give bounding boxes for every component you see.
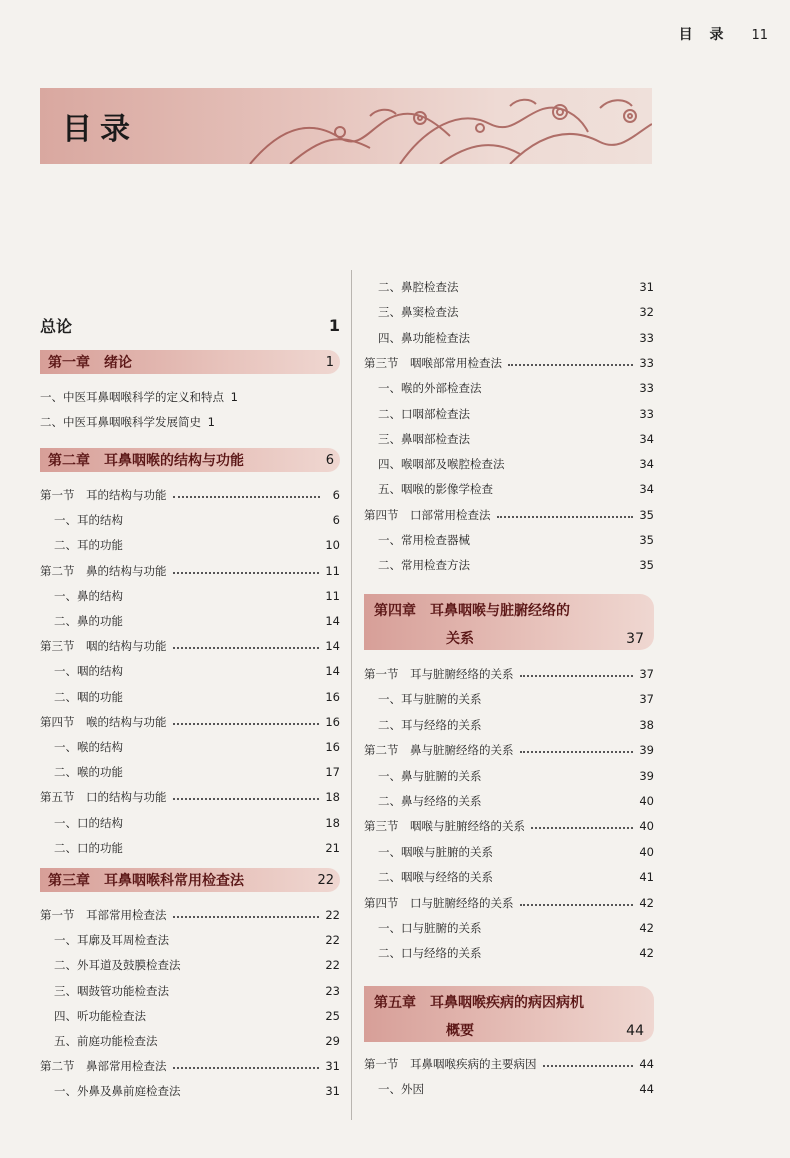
dot-leader (173, 798, 320, 800)
toc-entry[interactable] (40, 739, 340, 755)
toc-entry[interactable] (364, 945, 654, 961)
entry-page: 33 (639, 381, 654, 396)
entry-title: 二、鼻与经络的关系 (378, 794, 482, 808)
entry-title: 一、外因 (378, 1082, 424, 1096)
toc-entry[interactable] (364, 481, 654, 497)
entry-title: 一、咽喉与脏腑的关系 (378, 844, 493, 859)
entry-page: 34 (639, 482, 654, 497)
toc-entry[interactable] (40, 689, 340, 705)
toc-section[interactable] (40, 789, 340, 805)
entry-page: 14 (325, 639, 340, 654)
toc-part-general[interactable] (40, 314, 340, 337)
dot-leader (543, 1065, 634, 1067)
entry-title: 五、前庭功能检查法 (54, 1034, 158, 1048)
entry-title: 一、鼻的结构 (54, 588, 123, 603)
entry-page: 44 (639, 1057, 654, 1071)
contents-title: 目录 (62, 112, 138, 147)
entry-page: 6 (332, 488, 340, 502)
entry-page: 11 (325, 588, 340, 603)
entry-page: 18 (325, 790, 340, 805)
entry-title: 第二节 鼻的结构与功能 (40, 563, 167, 578)
dot-leader (520, 675, 634, 677)
dot-leader (531, 827, 633, 829)
toc-entry[interactable] (40, 1008, 340, 1024)
toc-entry[interactable] (364, 406, 654, 422)
entry-title: 二、咽喉与经络的关系 (378, 870, 493, 885)
entry-page: 22 (325, 933, 340, 948)
chapter-label: 第一章 绪论 (48, 355, 132, 371)
toc-section[interactable] (364, 507, 654, 523)
entry-page: 25 (325, 1008, 340, 1023)
entry-page: 10 (325, 538, 340, 553)
dot-leader (173, 496, 321, 498)
toc-entry[interactable] (364, 431, 654, 447)
chapter-label: 第二章 耳鼻咽喉的结构与功能 (48, 453, 244, 469)
entry-title: 三、鼻咽部检查法 (378, 431, 470, 446)
toc-section[interactable] (40, 563, 340, 579)
chapter-page: 6 (325, 452, 334, 468)
entry-title: 第二节 鼻部常用检查法 (40, 1059, 167, 1074)
entry-title: 一、口的结构 (54, 815, 123, 830)
toc-entry[interactable] (40, 983, 340, 999)
toc-section[interactable] (40, 638, 340, 654)
entry-title: 二、口与经络的关系 (378, 946, 482, 961)
entry-title: 二、鼻腔检查法 (378, 280, 459, 294)
toc-section[interactable] (40, 907, 340, 923)
part-title: 总论 (40, 317, 73, 336)
entry-page: 16 (325, 689, 340, 704)
chapter-label-line1: 第四章 耳鼻咽喉与脏腑经络的 (374, 603, 570, 619)
chapter-page: 37 (626, 631, 644, 647)
dot-leader (173, 723, 320, 725)
entry-title: 一、喉的外部检查法 (378, 381, 482, 396)
dot-leader (520, 904, 634, 906)
chapter-page: 22 (317, 872, 334, 888)
toc-entry[interactable] (364, 869, 654, 885)
entry-title: 第四节 口与脏腑经络的关系 (364, 895, 514, 910)
entry-page: 29 (325, 1034, 340, 1048)
entry-title: 四、喉咽部及喉腔检查法 (378, 457, 505, 472)
entry-page: 33 (639, 355, 654, 370)
entry-page: 22 (325, 958, 340, 973)
dot-leader (497, 516, 634, 518)
chapter-label-line2: 概要 (446, 1023, 474, 1039)
toc-entry[interactable] (364, 1081, 654, 1097)
entry-page: 16 (325, 740, 340, 754)
toc-entry[interactable] (40, 840, 340, 856)
dot-leader (508, 364, 633, 366)
entry-title: 四、鼻功能检查法 (378, 330, 470, 345)
toc-entry[interactable] (364, 793, 654, 809)
entry-title: 一、中医耳鼻咽喉科学的定义和特点 (40, 390, 224, 404)
entry-page: 37 (639, 667, 654, 681)
entry-page: 11 (325, 563, 340, 578)
entry-title: 第四节 喉的结构与功能 (40, 714, 167, 729)
toc-section[interactable] (40, 487, 340, 503)
entry-page: 35 (639, 558, 654, 573)
dot-leader (173, 1067, 320, 1069)
toc-entry[interactable] (40, 663, 340, 679)
entry-page: 34 (639, 457, 654, 472)
toc-section[interactable] (364, 742, 654, 758)
toc-entry[interactable] (364, 456, 654, 472)
toc-entry[interactable] (40, 815, 340, 831)
toc-section[interactable] (40, 1058, 340, 1074)
toc-entry[interactable] (40, 537, 340, 553)
toc-chapter-2[interactable] (40, 448, 340, 472)
running-head (679, 24, 768, 44)
entry-page: 39 (639, 743, 654, 758)
entry-title: 一、耳与脏腑的关系 (378, 692, 482, 707)
contents-banner (40, 88, 652, 164)
entry-page: 40 (639, 844, 654, 859)
toc-entry[interactable] (364, 844, 654, 860)
entry-page: 31 (325, 1059, 340, 1074)
entry-title: 二、咽的功能 (54, 689, 123, 704)
toc-entry[interactable] (364, 691, 654, 707)
entry-title: 第一节 耳鼻咽喉疾病的主要病因 (364, 1057, 537, 1071)
entry-page: 38 (639, 717, 654, 732)
entry-title: 二、耳的功能 (54, 538, 123, 553)
entry-title: 第一节 耳部常用检查法 (40, 908, 167, 922)
toc-section[interactable] (40, 389, 340, 405)
toc-entry[interactable] (364, 532, 654, 548)
toc-section[interactable] (364, 1056, 654, 1072)
toc-entry[interactable] (364, 330, 654, 346)
entry-title: 三、鼻窦检查法 (378, 305, 459, 320)
entry-title: 第二节 鼻与脏腑经络的关系 (364, 743, 514, 758)
toc-chapter-3[interactable] (40, 868, 340, 892)
toc-entry[interactable] (40, 957, 340, 973)
entry-page: 33 (639, 330, 654, 345)
entry-title: 二、鼻的功能 (54, 614, 123, 628)
entry-title: 一、外鼻及鼻前庭检查法 (54, 1084, 181, 1099)
entry-page: 32 (639, 305, 654, 320)
entry-title: 二、耳与经络的关系 (378, 717, 482, 732)
chapter-label: 第三章 耳鼻咽喉科常用检查法 (48, 873, 244, 889)
entry-page: 1 (230, 390, 238, 404)
chapter-label-line1: 第五章 耳鼻咽喉疾病的病因病机 (374, 995, 584, 1011)
entry-title: 二、外耳道及鼓膜检查法 (54, 958, 181, 973)
toc-entry[interactable] (364, 768, 654, 784)
entry-page: 40 (639, 794, 654, 808)
entry-page: 37 (639, 692, 654, 707)
entry-title: 二、常用检查方法 (378, 558, 470, 573)
entry-title: 三、咽鼓管功能检查法 (54, 983, 169, 998)
toc-section[interactable] (364, 895, 654, 911)
entry-page: 35 (639, 507, 654, 522)
entry-title: 第三节 咽喉与脏腑经络的关系 (364, 819, 525, 834)
dot-leader (173, 916, 320, 918)
entry-page: 22 (325, 908, 340, 922)
entry-page: 21 (325, 840, 340, 855)
entry-title: 第一节 耳的结构与功能 (40, 488, 167, 502)
toc-entry[interactable] (364, 557, 654, 573)
entry-page: 33 (639, 406, 654, 421)
entry-title: 二、口咽部检查法 (378, 406, 470, 421)
entry-page: 18 (325, 815, 340, 830)
entry-page: 44 (639, 1082, 654, 1096)
entry-title: 二、喉的功能 (54, 765, 123, 780)
column-divider (351, 270, 352, 1120)
entry-title: 四、听功能检查法 (54, 1008, 146, 1023)
entry-page: 41 (639, 870, 654, 885)
toc-section[interactable] (40, 714, 340, 730)
entry-title: 一、鼻与脏腑的关系 (378, 768, 482, 783)
dot-leader (520, 751, 634, 753)
toc-entry[interactable] (40, 512, 340, 528)
entry-page: 17 (325, 765, 340, 780)
toc-entry[interactable] (40, 588, 340, 604)
toc-chapter-4[interactable] (364, 594, 654, 650)
page-number: 11 (751, 28, 768, 43)
toc-entry[interactable] (364, 304, 654, 320)
toc-section[interactable] (364, 818, 654, 834)
entry-page: 16 (325, 714, 340, 729)
entry-page: 39 (639, 768, 654, 783)
chapter-label-line2: 关系 (446, 631, 474, 647)
toc-entry[interactable] (40, 932, 340, 948)
entry-title: 五、咽喉的影像学检查 (378, 482, 493, 497)
toc-entry[interactable] (40, 764, 340, 780)
chapter-page: 1 (325, 354, 334, 370)
entry-page: 1 (207, 415, 215, 429)
entry-title: 第五节 口的结构与功能 (40, 790, 167, 805)
entry-page: 14 (325, 614, 340, 628)
toc-entry[interactable] (40, 613, 340, 629)
toc-section[interactable] (364, 355, 654, 371)
entry-page: 42 (639, 895, 654, 910)
entry-title: 第三节 咽的结构与功能 (40, 639, 167, 654)
entry-title: 一、耳廓及耳周检查法 (54, 933, 169, 948)
toc-entry[interactable] (364, 380, 654, 396)
entry-page: 34 (639, 431, 654, 446)
entry-page: 31 (639, 280, 654, 294)
toc-chapter-1[interactable] (40, 350, 340, 374)
entry-page: 35 (639, 533, 654, 547)
toc-entry[interactable] (40, 1083, 340, 1099)
toc-entry[interactable] (364, 920, 654, 936)
entry-title: 第一节 耳与脏腑经络的关系 (364, 667, 514, 681)
entry-title: 二、中医耳鼻咽喉科学发展简史 (40, 415, 201, 429)
entry-title: 一、耳的结构 (54, 513, 123, 528)
entry-title: 二、口的功能 (54, 840, 123, 855)
entry-title: 一、常用检查器械 (378, 533, 470, 547)
entry-title: 第三节 咽喉部常用检查法 (364, 355, 502, 370)
entry-title: 一、喉的结构 (54, 740, 123, 754)
entry-title: 一、咽的结构 (54, 664, 123, 679)
toc-chapter-5[interactable] (364, 986, 654, 1042)
chapter-page: 44 (626, 1023, 644, 1039)
part-page: 1 (328, 316, 340, 335)
entry-title: 第四节 口部常用检查法 (364, 507, 491, 522)
entry-page: 6 (332, 513, 340, 528)
toc-entry[interactable] (364, 279, 654, 295)
entry-page: 23 (325, 983, 340, 998)
entry-page: 40 (639, 819, 654, 834)
entry-page: 14 (325, 664, 340, 679)
toc-entry[interactable] (364, 717, 654, 733)
toc-entry[interactable] (40, 1033, 340, 1049)
entry-page: 42 (639, 921, 654, 935)
entry-title: 一、口与脏腑的关系 (378, 921, 482, 935)
dot-leader (173, 572, 320, 574)
toc-section[interactable] (40, 414, 340, 430)
entry-page: 31 (325, 1084, 340, 1099)
toc-section[interactable] (364, 666, 654, 682)
running-head-title: 目 录 (678, 27, 730, 43)
entry-page: 42 (639, 946, 654, 961)
dot-leader (173, 647, 320, 649)
